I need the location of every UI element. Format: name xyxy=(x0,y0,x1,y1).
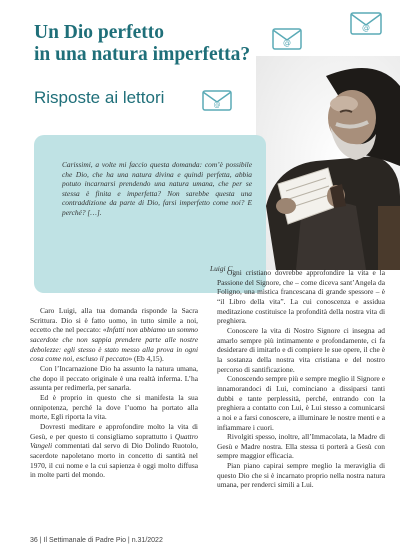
svg-text:@: @ xyxy=(283,38,291,47)
article-title xyxy=(34,22,254,66)
page-footer: 36 | Il Settimanale di Padre Pio | n.31/2022 xyxy=(30,537,163,544)
title-line-2: in una natura imperfetta? xyxy=(34,44,251,65)
paragraph: Rivolgiti spesso, inoltre, all’Immacolata, la Madre di Gesù e Madre nostra. Ella stessa ti porterà a Gesù con sempre maggior efficacia. xyxy=(217,432,385,461)
article-column-right xyxy=(217,268,385,490)
envelope-icon xyxy=(272,28,302,50)
paragraph: Conoscere la vita di Nostro Signore ci insegna ad amarlo sempre più intimamente e profondamente, ci fa desiderare di imitarlo e di compiere le sue opere, il che è la sostanza della nostra vita cristiana e del nostro percorso di santificazione. xyxy=(217,325,385,374)
photo-padre-pio-reading xyxy=(256,56,400,270)
reader-letter-text: Carissimi, a volte mi faccio questa domanda: com’è possibile che Dio, che ha una natura divina e quindi perfetta, abbia potuto incarnarsi prendendo una natura umana, che per se stessa è finita e imperfetta? Non sarebbe questa una contraddizione da parte di Dio, farsi imperfetto come noi? E perché? […]. xyxy=(62,160,252,217)
article-column-left xyxy=(30,306,198,480)
paragraph: Con l’Incarnazione Dio ha assunto la natura umana, che dopo il peccato originale è una realtà inferma. L’ha assunta per redimerla, per sanarla. xyxy=(30,363,198,393)
envelope-icon xyxy=(350,12,382,35)
paragraph: Caro Luigi, alla tua domanda risponde la Sacra Scrittura. Dio si è fatto uomo, in tutto simile a noi, eccetto che nel peccato: «Infatti non abbiamo un sommo sacerdote che non sappia prendere parte alle nostre debolezze: egli stesso è stato messo alla prova in ogni cosa come noi, escluso il peccato» (Eb 4,15). xyxy=(30,306,198,364)
paragraph: Dovresti meditare e approfondire molto la vita di Gesù, e per questo ti consigliamo soprattutto i Quattro Vangeli commentati dal servo di Dio Dolindo Ruotolo, sacerdote napoletano morto in concetto di santità nel 1970, il cui nome e la cui sapienza è oggi molto diffusa in molte parti del mondo. xyxy=(30,421,198,480)
reader-signature: Luigi C. xyxy=(210,264,235,273)
envelope-icon xyxy=(202,90,232,111)
paragraph: Ed è proprio in questo che si manifesta la sua onnipotenza, perché la dove l’uomo ha portato alla morte, Egli riporta la vita. xyxy=(30,392,198,422)
paragraph: Pian piano capirai sempre meglio la meraviglia di questo Dio che si è incarnato proprio nella nostra natura umana, per renderci simili a Lui. xyxy=(217,461,385,490)
title-line-1: Un Dio perfetto xyxy=(34,22,164,43)
svg-text:@: @ xyxy=(362,23,370,32)
book-title: Quattro Vangeli xyxy=(30,431,198,451)
svg-text:@: @ xyxy=(213,101,221,109)
article-subtitle: Risposte ai lettori xyxy=(34,88,165,107)
paragraph: Conoscendo sempre più e sempre meglio il Signore e innamorandoci di Lui, cominciano a dissiparsi tanti dubbi e tante perplessità, perché, entrando con la preghiera a contatto con Lui, è Lui stesso a comunicarsi a noi e a farsi conoscere, a illuminare le nostre menti e a infiammare i cuori. xyxy=(217,374,385,432)
scripture-quote: Infatti non abbiamo un sommo sacerdote che non sappia prendere parte alle nostre debolezze: egli stesso è stato messo alla prova in ogni cosa come noi, escluso il peccato xyxy=(30,325,198,364)
paragraph: Ogni cristiano dovrebbe approfondire la vita e la Passione del Signore, che – come diceva sant’Angela da Foligno, una mistica francescana di grande spessore – è “il Libro della vita”. La cui conoscenza e assidua meditazione costituisce la profondità della nostra vita di preghiera. xyxy=(217,268,385,326)
